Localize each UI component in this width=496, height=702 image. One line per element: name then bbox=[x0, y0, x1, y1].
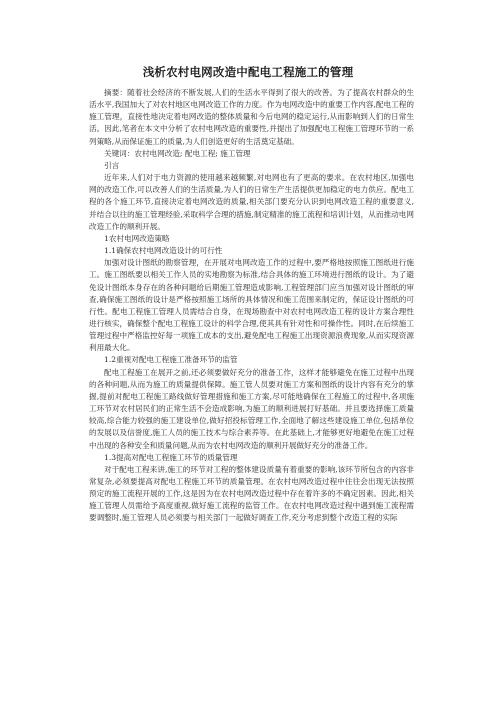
section-1-2-paragraph: 配电工程施工在展开之前,还必须要做好充分的准备工作，这样才能够避免在施工过程中出现的各种问题,从而为施工的质量提供保障。施工管人员要对施工方案和图纸的设计内容有充分的掌握,提前对配电工程施工路线做好管理措施和施工方案,尽可能地确保在工程施工的过程中,各项施工环节对农村居民们的正常生活不会造成影响,为施工的顺利进展打好基础。并且要选择施工质量较高,综合能力较强的施工建设单位,做好招投标管理工作,全面地了解这些建设施工单位,包括单位的发展以及信誉度,施工人员的施工技术与综合素养等。在此基础上,才能够更好地避免在施工过程中出现的各种安全和质量问题,从而为农村电网改造的顺利开展做好充分的准备工作。 bbox=[89, 367, 414, 450]
page-title: 浅析农村电网改造中配电工程施工的管理 bbox=[142, 65, 354, 79]
article-body bbox=[89, 87, 414, 525]
section-heading-1: 1农村电网改造策略 bbox=[104, 233, 170, 243]
keywords-line: 关键词：农村电网改造; 配电工程; 施工管理 bbox=[104, 148, 251, 158]
abstract-paragraph: 摘要：随着社会经济的不断发展,人们的生活水平得到了很大的改善。为了提高农村群众的生活水平,我国加大了对农村地区电网改造工作的力度。作为电网改造中的重要工作内容,配电工程的施工管理，直接性地决定着电网改造的整体质量和今后电网的稳定运行,从而影响到人们的日常生活。因此,笔者在本文中分析了农村电网改造的重要性,并提出了加强配电工程施工管理环节的一系列策略,从而保证施工的质量,为人们创造更好的生活奠定基础。 bbox=[89, 88, 414, 146]
section-heading-1-3: 1.3提高对配电工程施工环节的质量管理 bbox=[104, 452, 238, 462]
section-1-1-paragraph: 加强对设计图纸的勘察管理，在开展对电网改造工作的过程中,要严格地按照施工图纸进行施工。施工图纸要以相关工作人员的实地勘察为标准,结合具体的施工环境进行图纸的设计。为了避免设计图纸本身存在的各种问题给后期施工管理造成影响,工程管理部门应当加强对设计图纸的审查,确保施工图纸的设计是严格按照施工场所的具体情况和施工范围来制定的，保证设计图纸的可行性。配电工程施工管理人员需结合自身，在现场勘查中对农村电网改造工程的设计方案合理性进行核实，确保整个配电工程施工设计的科学合理,使其具有针对性和可操作性。同时,在后续施工管理过程中严格监控好每一项施工成本的支出,避免配电工程施工出现资源浪费现象,从而实现资源利用最大化。 bbox=[89, 258, 414, 353]
section-heading-1-1: 1.1确保农村电网改造设计的可行性 bbox=[104, 246, 223, 256]
section-heading-1-2: 1.2重视对配电工程施工准备环节的监管 bbox=[104, 355, 238, 365]
intro-paragraph: 近年来,人们对于电力资源的使用越来越频繁,对电网也有了更高的要求。在农村地区,加强电网的改造工作,可以改善人们的生活质量,为人们的日常生产生活提供更加稳定的电力供应。配电工程的各个施工环节,直接决定着电网改造的质量,相关部门要充分认识到电网改造工程的重要意义,并结合以往的施工管理经验,采取科学合理的措施,制定精准的施工流程和培训计划，从而推动电网改造工作的顺利开展。 bbox=[89, 173, 414, 231]
section-1-3-paragraph: 对于配电工程来讲,施工的环节对工程的整体建设质量有着重要的影响,该环节所包含的内容非常复杂,必须要提高对配电工程施工环节的质量管理。在农村电网改造过程中往往会出现无法按照预定的施工流程开展的工作,这是因为在农村电网改造过程中存在着许多的不确定因素。因此,相关施工管理人员需给予高度重视,做好施工流程的监管工作。在农村电网改造过程中遇到施工流程需要调整时,施工管理人员必须要与相关部门一起做好调查工作,充分考虑到整个改造工程的实际 bbox=[89, 464, 414, 523]
intro-heading: 引言 bbox=[104, 160, 120, 170]
